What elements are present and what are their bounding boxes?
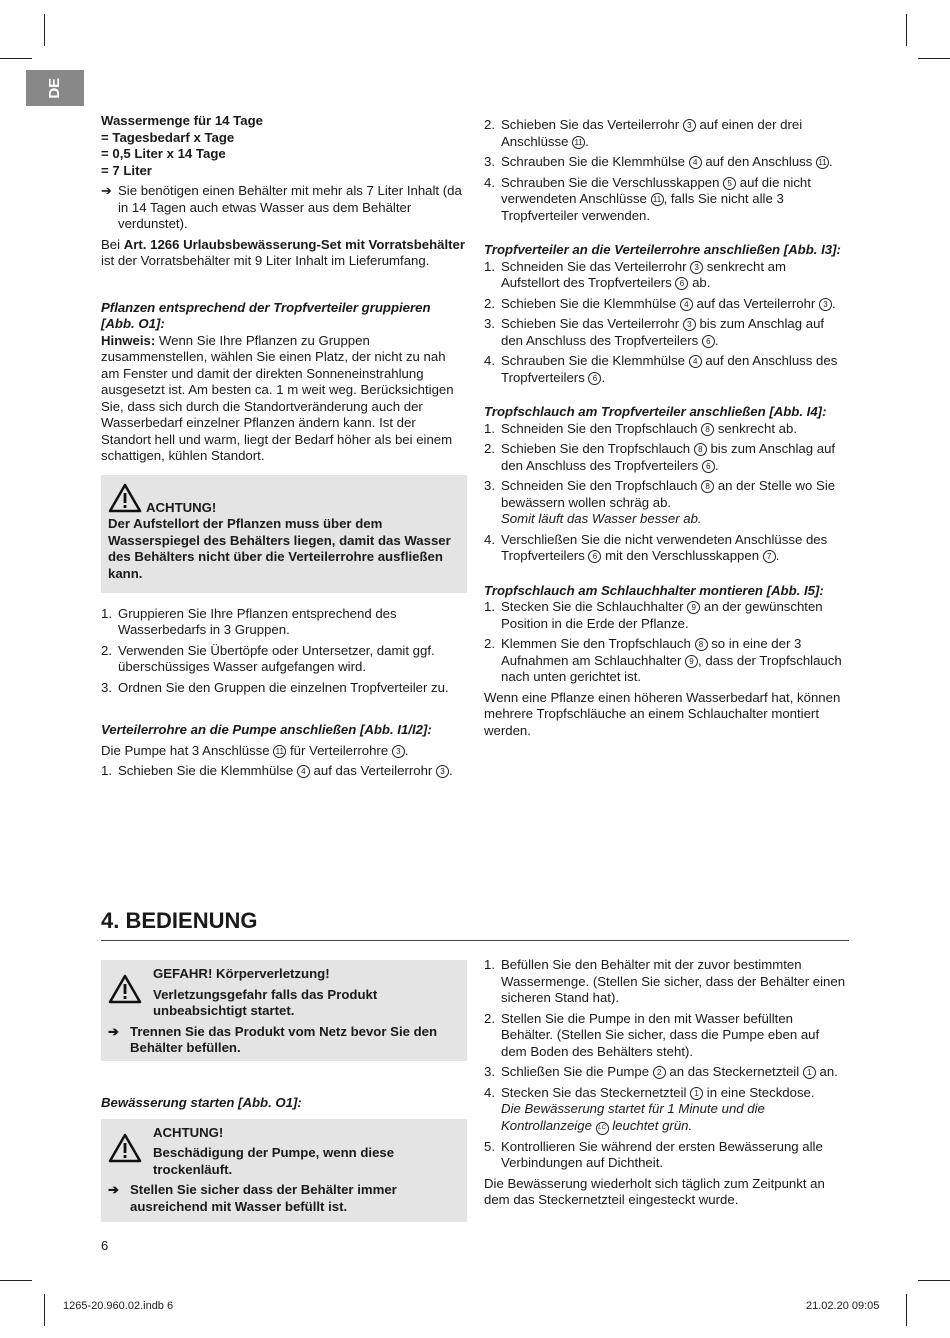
crop-mark bbox=[918, 1280, 950, 1281]
left-column bbox=[101, 113, 467, 780]
pump-intro bbox=[101, 743, 467, 760]
list-text bbox=[501, 117, 846, 150]
list-text bbox=[501, 316, 846, 349]
caution-box-2 bbox=[101, 1119, 467, 1222]
drip-heading: Tropfverteiler an die Verteilerrohre anschließen [Abb. I3]: bbox=[484, 242, 841, 257]
list-item bbox=[101, 680, 467, 697]
list-text bbox=[501, 957, 846, 1007]
list-item bbox=[484, 478, 846, 528]
article-paragraph bbox=[101, 237, 467, 270]
text-part: an der gewünschten Position in die Erde der Pflanze. bbox=[501, 599, 823, 631]
text-part: bis zum Anschlag auf den Anschluss des Tropfverteilers bbox=[501, 441, 836, 473]
text-part: an das Steckernetzteil bbox=[665, 1064, 803, 1079]
list-text bbox=[501, 353, 846, 386]
list-item bbox=[484, 296, 846, 313]
hint-text: Wenn Sie Ihre Pflanzen zu Gruppen zusammenstellen, wählen Sie einen Platz, der nicht zu nah am Fenster und damit der direkten Sonneneinstrahlung ausgesetzt ist. Am besten ca. 1 m weit weg. Berücksichtigen Sie, dass sich durch die Standortveränderung auch der Wasserbedarf einzelner Pflanzen ändern kann. Ist der Standort hell und warm, liegt der Bedarf höher als bei einem schattigen, kühlen Standort. bbox=[101, 332, 454, 463]
part-number-icon: 11 bbox=[273, 745, 286, 758]
arrow-icon: ➔ bbox=[108, 1182, 120, 1197]
hose-heading: Tropfschlauch am Tropfverteiler anschließen [Abb. I4]: bbox=[484, 404, 827, 419]
part-number-icon: 4 bbox=[297, 765, 310, 778]
text-part: . bbox=[448, 763, 453, 778]
list-text bbox=[501, 296, 846, 313]
language-tab-label: DE bbox=[45, 77, 63, 99]
list-item bbox=[484, 532, 846, 565]
list-number: 1. bbox=[484, 957, 495, 972]
text-part: Schieben Sie das Verteilerrohr bbox=[501, 316, 683, 331]
section-left-column bbox=[101, 960, 467, 1222]
text-part: , falls Sie nicht alle 3 Tropfverteiler verwenden. bbox=[501, 191, 784, 223]
list-number: 4. bbox=[484, 1084, 495, 1100]
caution-text: Der Aufstellort der Pflanzen muss über dem Wasserspiegel des Behälters liegen, damit das Wasser des Behälters nicht über die Verteilerrohre ausfließen kann. bbox=[108, 516, 451, 581]
danger-texts bbox=[153, 966, 459, 1020]
text-part: . bbox=[714, 457, 719, 473]
caution-header bbox=[108, 483, 459, 518]
list-text bbox=[501, 421, 846, 438]
text-part: . bbox=[601, 369, 606, 385]
list-item bbox=[484, 259, 846, 292]
footer-date: 21.02.20 09:05 bbox=[806, 1300, 880, 1312]
holder-heading: Tropfschlauch am Schlauchhalter montieren [Abb. I5]: bbox=[484, 582, 824, 598]
crop-mark bbox=[0, 58, 32, 59]
list-number: 4. bbox=[484, 174, 495, 190]
list-text bbox=[501, 441, 846, 474]
text-part: Schieben Sie das Verteilerrohr bbox=[501, 117, 683, 132]
list-text bbox=[501, 1011, 846, 1061]
caution2-content bbox=[108, 1125, 459, 1179]
text-part: leuchtet grün. bbox=[608, 1117, 693, 1133]
text-part: Verschließen Sie die nicht verwendeten Anschlüsse des Tropfverteilers bbox=[501, 531, 828, 563]
text-part: , dass der Tropfschlauch nach unten gerichtet ist. bbox=[501, 652, 842, 684]
list-item bbox=[484, 441, 846, 474]
part-number-icon: 2 bbox=[653, 1066, 666, 1079]
list-number: 2. bbox=[101, 642, 112, 658]
caution2-title: ACHTUNG! bbox=[153, 1124, 224, 1140]
list-number: 2. bbox=[484, 1010, 495, 1026]
text-part: auf einen der drei Anschlüsse bbox=[501, 117, 803, 149]
text-part: Schneiden Sie das Verteilerrohr bbox=[501, 258, 691, 274]
part-number-icon: 8 bbox=[701, 480, 714, 493]
list-item bbox=[484, 1011, 846, 1061]
part-number-icon: 11 bbox=[651, 193, 664, 206]
list-item bbox=[484, 957, 846, 1007]
hose-steps bbox=[484, 421, 846, 565]
page-number: 6 bbox=[101, 1238, 109, 1253]
list-number: 1. bbox=[101, 763, 112, 778]
text-part: . bbox=[714, 332, 719, 348]
list-number: 3. bbox=[101, 679, 112, 695]
text-part: senkrecht ab. bbox=[714, 420, 797, 436]
hint-label: Hinweis: bbox=[101, 332, 156, 348]
text-part: auf das Verteilerrohr bbox=[309, 763, 436, 778]
list-text: Verwenden Sie Übertöpfe oder Untersetzer, damit ggf. überschüssiges Wasser aufgefangen wird. bbox=[118, 642, 435, 674]
text-part: Schneiden Sie den Tropfschlauch bbox=[501, 420, 702, 436]
danger-arrow-item bbox=[108, 1024, 459, 1057]
text-part: Stecken Sie das Steckernetzteil bbox=[501, 1084, 691, 1100]
list-text bbox=[501, 259, 846, 292]
text-part: Befüllen Sie den Behälter mit der zuvor bestimmten Wassermenge. (Stellen Sie sicher, dass der Behälter einen sicheren Stand hat). bbox=[501, 957, 846, 1005]
list-item bbox=[484, 1064, 846, 1081]
text-part: . bbox=[775, 548, 780, 563]
caution2-text: Beschädigung der Pumpe, wenn diese trockenläuft. bbox=[153, 1145, 395, 1177]
text-part: Schrauben Sie die Klemmhülse bbox=[501, 154, 689, 169]
text-part: Stellen Sie die Pumpe in den mit Wasser befüllten Behälter. (Stellen Sie sicher, dass die Pumpe eben auf dem Boden des Behälters steht). bbox=[501, 1010, 820, 1059]
danger-content bbox=[108, 966, 459, 1020]
list-text bbox=[501, 1064, 846, 1081]
list-number: 3. bbox=[484, 316, 495, 331]
crop-mark bbox=[906, 14, 907, 46]
holder-note: Wenn eine Pflanze einen höheren Wasserbedarf hat, können mehrere Tropfschläuche an einem Schlauchalter montiert werden. bbox=[484, 689, 841, 738]
part-number-icon: 3 bbox=[392, 745, 405, 758]
part-number-icon: 7 bbox=[763, 550, 776, 563]
danger-arrow-text: Trennen Sie das Produkt vom Netz bevor Sie den Behälter befüllen. bbox=[130, 1023, 438, 1055]
part-number-icon: 8 bbox=[694, 443, 707, 456]
arrow-icon: ➔ bbox=[101, 183, 113, 198]
text-part: Schneiden Sie den Tropfschlauch bbox=[501, 478, 702, 493]
text-part: auf den Anschluss des Tropfverteilers bbox=[501, 353, 838, 385]
list-item bbox=[484, 1139, 846, 1172]
text-part: in eine Steckdose. bbox=[703, 1084, 815, 1100]
list-item bbox=[484, 599, 846, 632]
crop-mark bbox=[44, 1294, 45, 1326]
italic-note bbox=[501, 1101, 846, 1135]
caution-box bbox=[101, 475, 467, 593]
danger-box bbox=[101, 960, 467, 1061]
part-number-icon: 11 bbox=[816, 156, 829, 169]
calc-arrow-item bbox=[101, 183, 467, 233]
calc-block bbox=[101, 113, 467, 179]
list-number: 3. bbox=[484, 154, 495, 169]
list-number: 1. bbox=[101, 605, 112, 621]
part-number-icon: 6 bbox=[588, 550, 601, 563]
part-number-icon: 9 bbox=[685, 655, 698, 668]
pump-steps bbox=[484, 117, 846, 224]
text-part: Stecken Sie die Schlauchhalter bbox=[501, 599, 688, 614]
list-item bbox=[484, 316, 846, 349]
section-right-column bbox=[484, 957, 846, 1209]
list-text bbox=[501, 599, 846, 632]
group-steps bbox=[101, 606, 467, 697]
part-number-icon: 9 bbox=[687, 601, 700, 614]
calc-line: = 0,5 Liter x 14 Tage bbox=[101, 146, 226, 161]
part-number-icon: 4 bbox=[689, 156, 702, 169]
calc-line: Wassermenge für 14 Tage bbox=[101, 113, 263, 128]
caution2-arrow-text: Stellen Sie sicher dass der Behälter immer ausreichend mit Wasser befüllt ist. bbox=[130, 1182, 397, 1214]
text-part: Die Pumpe hat 3 Anschlüsse bbox=[101, 742, 274, 758]
text-part: mit den Verschlusskappen bbox=[601, 548, 763, 563]
language-tab bbox=[26, 70, 84, 106]
list-item bbox=[484, 175, 846, 225]
footer-file: 1265-20.960.02.indb 6 bbox=[63, 1300, 174, 1312]
part-number-icon: 4 bbox=[680, 298, 693, 311]
list-item bbox=[484, 154, 846, 171]
section-divider bbox=[101, 940, 849, 941]
text-part: Schrauben Sie die Verschlusskappen bbox=[501, 174, 724, 190]
list-number: 3. bbox=[484, 1064, 495, 1079]
list-text bbox=[501, 478, 846, 528]
text-part: auf den Anschluss bbox=[701, 154, 817, 169]
part-number-icon: 6 bbox=[588, 372, 601, 385]
text-part: . bbox=[829, 154, 833, 169]
part-number-icon: 3 bbox=[683, 119, 696, 132]
part-number-icon: 1 bbox=[690, 1087, 703, 1100]
list-item bbox=[484, 421, 846, 438]
text-part: für Verteilerrohre bbox=[286, 742, 392, 758]
calc-line: = Tagesbedarf x Tage bbox=[101, 129, 235, 145]
list-text: Ordnen Sie den Gruppen die einzelnen Tropfverteiler zu. bbox=[118, 679, 449, 695]
part-number-icon: 11 bbox=[572, 136, 585, 149]
hint-paragraph bbox=[101, 333, 467, 465]
list-number: 2. bbox=[484, 636, 495, 651]
text-part: an. bbox=[815, 1064, 838, 1079]
list-text bbox=[501, 1085, 846, 1135]
warning-icon bbox=[108, 966, 146, 1009]
list-item bbox=[484, 353, 846, 386]
text-part: Klemmen Sie den Tropfschlauch bbox=[501, 636, 695, 651]
part-number-icon: 3 bbox=[436, 765, 449, 778]
operation-note: Die Bewässerung wiederholt sich täglich zum Zeitpunkt an dem das Steckernetzteil eingesteckt wurde. bbox=[484, 1175, 825, 1207]
list-number: 2. bbox=[484, 295, 495, 311]
part-number-icon: 8 bbox=[695, 638, 708, 651]
part-number-icon: 6 bbox=[702, 460, 715, 473]
list-number: 4. bbox=[484, 353, 495, 368]
text-part: . bbox=[404, 742, 409, 758]
article-pre: Bei bbox=[101, 236, 124, 252]
part-number-icon: 3 bbox=[683, 318, 696, 331]
text-part: Schieben Sie die Klemmhülse bbox=[501, 295, 680, 311]
caution2-arrow-item bbox=[108, 1182, 459, 1215]
text-part: so in eine der 3 Aufnahmen am Schlauchhalter bbox=[501, 636, 802, 668]
danger-text: Verletzungsgefahr falls das Produkt unbeabsichtigt startet. bbox=[153, 986, 378, 1018]
crop-mark bbox=[918, 58, 950, 59]
text-part: Kontrollieren Sie während der ersten Bewässerung alle Verbindungen auf Dichtheit. bbox=[501, 1138, 823, 1170]
group-heading: Pflanzen entsprechend der Tropfverteiler gruppieren [Abb. O1]: bbox=[101, 299, 431, 331]
crop-mark bbox=[44, 14, 45, 46]
list-text bbox=[501, 532, 846, 565]
list-text bbox=[501, 1139, 846, 1172]
list-number: 1. bbox=[484, 258, 495, 274]
part-number-icon: 8 bbox=[701, 423, 714, 436]
article-bold: Art. 1266 Urlaubsbewässerung-Set mit Vorratsbehälter bbox=[123, 236, 466, 252]
text-part: senkrecht am Aufstellort des Tropfverteilers bbox=[501, 258, 786, 290]
text-part: bis zum Anschlag auf den Anschluss des Tropfverteilers bbox=[501, 316, 825, 348]
drip-steps bbox=[484, 259, 846, 387]
list-item bbox=[484, 1085, 846, 1135]
arrow-icon: ➔ bbox=[108, 1023, 120, 1039]
text-part: Schrauben Sie die Klemmhülse bbox=[501, 353, 689, 368]
part-number-icon: 6 bbox=[675, 277, 688, 290]
calc-arrow-text: Sie benötigen einen Behälter mit mehr als 7 Liter Inhalt (da in 14 Tagen auch etwas Wasser aus dem Behälter verdunstet). bbox=[118, 183, 462, 231]
list-number: 2. bbox=[484, 441, 495, 456]
warning-icon bbox=[108, 1125, 146, 1168]
holder-steps bbox=[484, 599, 846, 686]
text-part: Schieben Sie die Klemmhülse bbox=[118, 763, 297, 778]
text-part: . bbox=[585, 133, 589, 149]
text-part: auf das Verteilerrohr bbox=[692, 295, 819, 311]
caution2-texts bbox=[153, 1125, 459, 1179]
list-item bbox=[484, 117, 846, 150]
start-heading: Bewässerung starten [Abb. O1]: bbox=[101, 1095, 302, 1110]
section-title: 4. BEDIENUNG bbox=[101, 908, 258, 933]
part-number-icon: 5 bbox=[723, 177, 736, 190]
right-column bbox=[484, 117, 846, 739]
list-text bbox=[501, 154, 846, 171]
list-number: 1. bbox=[484, 599, 495, 614]
list-item bbox=[484, 636, 846, 686]
part-number-icon: 4 bbox=[689, 355, 702, 368]
list-item bbox=[101, 763, 467, 780]
list-text bbox=[501, 175, 846, 225]
list-text bbox=[118, 763, 467, 780]
list-item bbox=[101, 643, 467, 676]
text-part: Schließen Sie die Pumpe bbox=[501, 1064, 653, 1079]
warning-icon bbox=[108, 483, 146, 518]
text-part: Schieben Sie den Tropfschlauch bbox=[501, 441, 694, 456]
part-number-icon: 1 bbox=[803, 1066, 816, 1079]
article-post: ist der Vorratsbehälter mit 9 Liter Inhalt im Lieferumfang. bbox=[101, 253, 430, 268]
crop-mark bbox=[0, 1280, 32, 1281]
list-number: 1. bbox=[484, 420, 495, 436]
calc-line: = 7 Liter bbox=[101, 162, 152, 178]
text-part: ab. bbox=[688, 275, 711, 290]
pump-heading: Verteilerrohre an die Pumpe anschließen [Abb. I1/I2]: bbox=[101, 722, 432, 737]
text-part: an der Stelle wo Sie bewässern wollen schräg ab. bbox=[501, 478, 836, 510]
list-item bbox=[101, 606, 467, 639]
text-part: auf die nicht verwendeten Anschlüsse bbox=[501, 174, 811, 206]
list-number: 4. bbox=[484, 531, 495, 547]
italic-note: Somit läuft das Wasser besser ab. bbox=[501, 511, 702, 526]
list-number: 5. bbox=[484, 1138, 495, 1154]
list-number: 3. bbox=[484, 478, 495, 493]
operation-steps bbox=[484, 957, 846, 1172]
part-number-icon: 6 bbox=[702, 335, 715, 348]
list-number: 2. bbox=[484, 117, 495, 132]
indicator-icon: LC bbox=[596, 1122, 609, 1135]
danger-title: GEFAHR! Körperverletzung! bbox=[153, 966, 330, 981]
list-text: Gruppieren Sie Ihre Pflanzen entsprechend des Wasserbedarfs in 3 Gruppen. bbox=[118, 605, 397, 637]
list-text bbox=[501, 636, 846, 686]
caution-title: ACHTUNG! bbox=[146, 499, 217, 515]
text-part: Die Bewässerung startet für 1 Minute und die Kontrollanzeige bbox=[501, 1101, 765, 1133]
text-part: . bbox=[831, 295, 836, 311]
part-number-icon: 3 bbox=[819, 298, 832, 311]
crop-mark bbox=[906, 1294, 907, 1326]
part-number-icon: 3 bbox=[690, 261, 703, 274]
